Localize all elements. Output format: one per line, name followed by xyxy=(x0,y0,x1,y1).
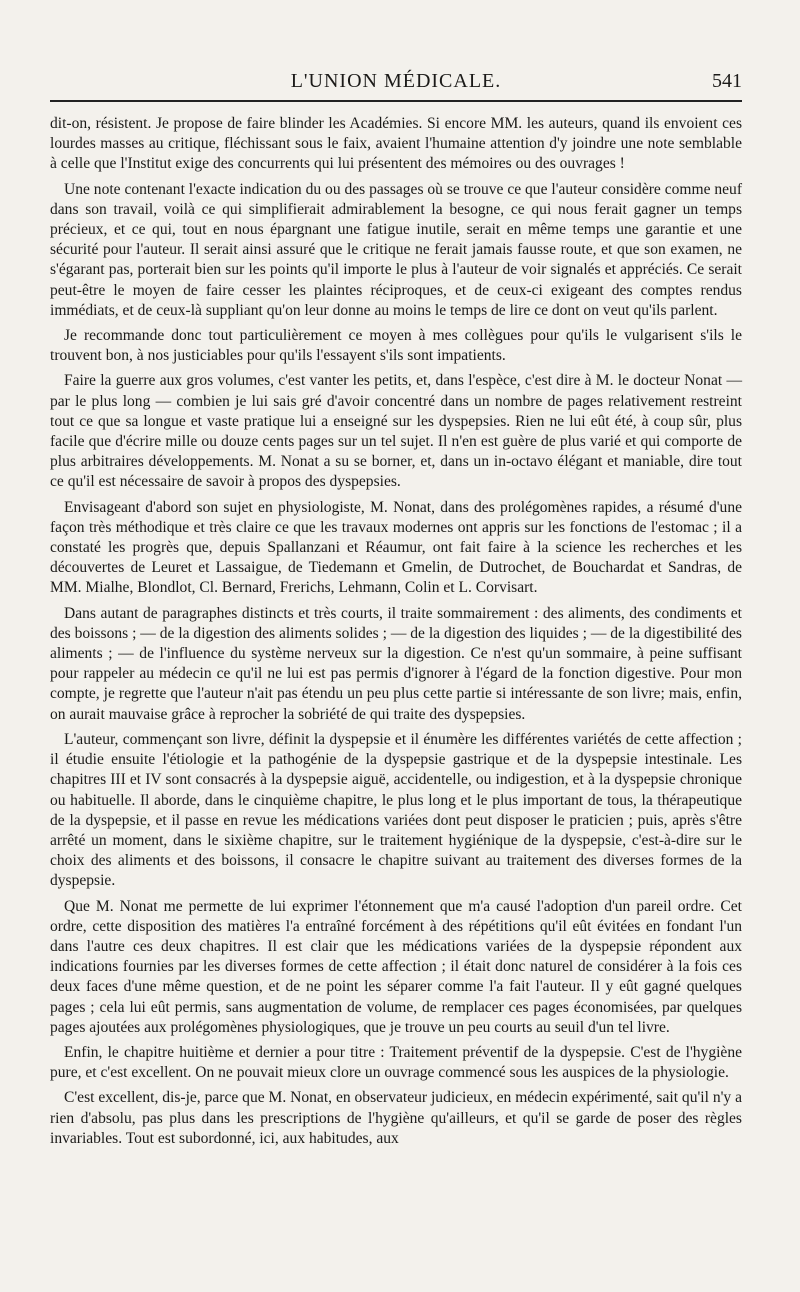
paragraph: Faire la guerre aux gros volumes, c'est vanter les petits, et, dans l'espèce, c'est dire à M. le docteur Nonat — par le plus long — combien je lui sais gré d'avoir concentré dans un nombre de pages relativement restreint tout ce que sa longue et vaste pratique lui a enseigné sur les dyspepsies. Rien ne lui eût été, à coup sûr, plus facile que d'écrire mille ou douze cents pages sur un tel sujet. Il n'en est guère de plus varié et qui comporte de plus arbitraires développements. M. Nonat a su se borner, et, dans un in-octavo élégant et maniable, dire tout ce qu'il est nécessaire de savoir à propos des dyspepsies. xyxy=(50,372,742,491)
paragraph: L'auteur, commençant son livre, définit la dyspepsie et il énumère les différentes variétés de cette affection ; il étudie ensuite l'étiologie et la pathogénie de la dyspepsie gastrique et de la dyspepsie intestinale. Les chapitres III et IV sont consacrés à la dyspepsie aiguë, accidentelle, ou indigestion, et à la dyspepsie chronique ou habituelle. Il aborde, dans le cinquième chapitre, le plus long et le plus important de tous, la thérapeutique de la dyspepsie, et il passe en revue les médications variées dont peut disposer le praticien ; puis, après s'être arrêté un moment, dans le sixième chapitre, sur le traitement hygiénique de la dyspepsie, c'est-à-dire sur le choix des aliments et des boissons, il consacre le chapitre suivant au traitement des diverses formes de la dyspepsie. xyxy=(50,730,742,890)
page-number: 541 xyxy=(712,70,742,92)
paragraph: Envisageant d'abord son sujet en physiologiste, M. Nonat, dans des prolégomènes rapides, a résumé d'une façon très méthodique et très claire ce que les travaux modernes ont appris sur les fonctions de l'estomac ; il a constaté les progrès que, depuis Spallanzani et Réaumur, ont fait faire à la science les recherches et les découvertes de Leuret et Lassaigue, de Tiedemann et Gmelin, de Dutrochet, de Bouchardat et Sandras, de MM. Mialhe, Blondlot, Cl. Bernard, Frerichs, Lehmann, Colin et L. Corvisart. xyxy=(50,498,742,597)
header-rule xyxy=(50,100,742,102)
paragraph: Dans autant de paragraphes distincts et très courts, il traite sommairement : des aliments, des condiments et des boissons ; — de la digestion des aliments solides ; — de la digestion des liquides ; — de la digestibilité des aliments ; — de l'influence du système nerveux sur la digestion. Ce n'est qu'un sommaire, à peine suffisant pour rappeler au médecin ce qu'il ne lui est pas permis d'ignorer à l'égard de la fonction digestive. Pour mon compte, je regrette que l'auteur n'ait pas étendu un peu plus cette partie si intéressante de son livre; mais, enfin, on aurait mauvaise grâce à reprocher la sobriété de qui traite des dyspepsies. xyxy=(50,604,742,723)
running-head: L'UNION MÉDICALE. xyxy=(290,70,502,92)
paragraph: C'est excellent, dis-je, parce que M. Nonat, en observateur judicieux, en médecin expérimenté, sait qu'il n'y a rien d'absolu, pas plus dans les prescriptions de l'hygiène qu'ailleurs, et qu'il se garde de poser des règles invariables. Tout est subordonné, ici, aux habitudes, aux xyxy=(50,1089,742,1147)
page-header xyxy=(50,68,742,98)
paragraph: Une note contenant l'exacte indication du ou des passages où se trouve ce que l'auteur considère comme neuf dans son travail, voilà ce qui simplifierait admirablement la besogne, ce qui nous ferait gagner un temps précieux, et ce qui, tout en nous épargnant une fatigue inutile, serait en même temps une garantie et une sécurité pour l'auteur. Il serait ainsi assuré que le critique ne ferait jamais fausse route, et que son examen, ne s'égarant pas, porterait bien sur les points qu'il importe le plus à l'auteur de voir signalés et appréciés. Ce serait peut-être le moyen de faire cesser les plaintes réciproques, et de ceux-ci exigeant des comptes rendus immédiats, et de ceux-là suppliant qu'on leur donne au moins le temps de lire ce dont on veut qu'ils parlent. xyxy=(50,180,742,319)
paragraph: Que M. Nonat me permette de lui exprimer l'étonnement que m'a causé l'adoption d'un pareil ordre. Cet ordre, cette disposition des matières l'a entraîné forcément à des répétitions qu'il eût évitées en fondant l'un dans l'autre ces deux chapitres. Il est clair que les médications variées de la dyspepsie répondent aux indications fournies par les diverses formes de cette affection ; il était donc naturel de considérer à la fois ces deux faces d'une même question, et de ne point les séparer comme l'a fait l'auteur. Il y eût gagné quelques pages ; cela lui eût permis, sans augmentation de volume, de remplacer ces pages économisées, par quelques pages ajoutées aux prolégomènes physiologiques, que je trouve un peu courts au seuil d'un tel livre. xyxy=(50,897,742,1036)
paragraph: Je recommande donc tout particulièrement ce moyen à mes collègues pour qu'ils le vulgarisent s'ils le trouvent bon, à nos justiciables pour qu'ils l'essayent s'ils sont impatients. xyxy=(50,327,742,365)
article-body xyxy=(50,114,742,1154)
paragraph: dit-on, résistent. Je propose de faire blinder les Académies. Si encore MM. les auteurs, quand ils envoient ces lourdes masses au critique, fléchissant sous le faix, avaient l'humaine attention d'y joindre une note semblable à celle que l'Institut exige des concurrents qui lui présentent des mémoires ou des ouvrages ! xyxy=(50,115,742,173)
paragraph: Enfin, le chapitre huitième et dernier a pour titre : Traitement préventif de la dyspepsie. C'est de l'hygiène pure, et c'est excellent. On ne pouvait mieux clore un ouvrage commencé sous les auspices de la physiologie. xyxy=(50,1043,742,1082)
